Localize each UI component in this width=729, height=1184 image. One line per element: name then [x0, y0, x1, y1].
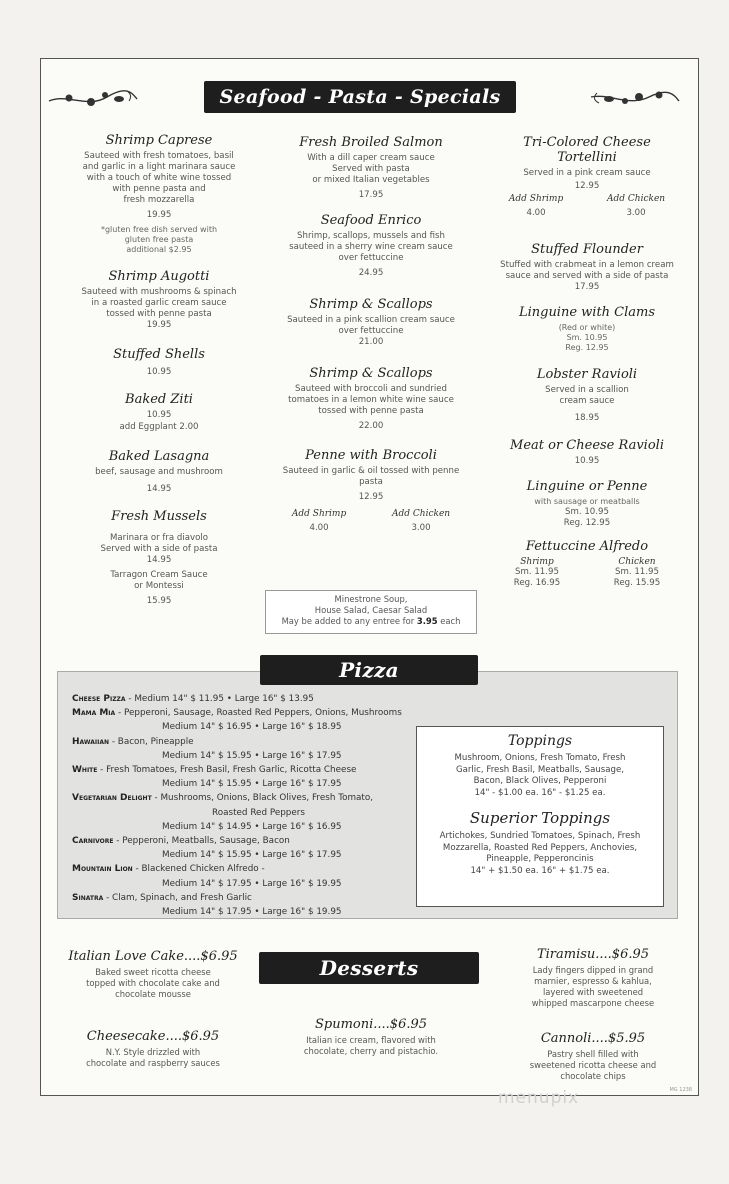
- menu-item: Lobster Ravioli Served in a scallion cream sauce 18.95: [536, 367, 638, 423]
- addon-options: Add Shrimp 4.00 Add Chicken 3.00: [291, 509, 451, 533]
- menu-item: Seafood Enrico Shrimp, scallops, mussels and fish sauteed in a sherry wine cream sauce over fettuccine 24.95: [289, 213, 453, 278]
- menu-item: Shrimp & Scallops Sauteed in a pink scallion cream sauce over fettuccine 21.00: [287, 297, 455, 347]
- dessert-italian-love-cake: Italian Love Cake....$6.95 Baked sweet ricotta cheese topped with chocolate cake and chocolate mousse: [68, 949, 238, 999]
- pizza-row: Vegetarian Delight - Mushrooms, Onions, Black Olives, Fresh Tomato,: [72, 793, 374, 804]
- vine-ornament-left: [47, 83, 139, 113]
- menu-item: Shrimp & Scallops Sauteed with broccoli and sundried tomatoes in a lemon white wine sauce tossed with penne pasta 22.00: [288, 366, 454, 431]
- menu-item: Meat or Cheese Ravioli 10.95: [510, 438, 664, 466]
- seafood-pasta-banner: Seafood - Pasta - Specials: [204, 81, 516, 113]
- vine-ornament-right: [589, 83, 681, 113]
- soup-salad-addon-box: Minestrone Soup, House Salad, Caesar Salad May be added to any entree for 3.95 each: [265, 590, 477, 634]
- pizza-section: [57, 671, 678, 919]
- desserts-banner: Desserts: [259, 952, 479, 984]
- pizza-banner: Pizza: [260, 655, 478, 685]
- menu-item: Stuffed Flounder Stuffed with crabmeat in a lemon cream sauce and served with a side of pasta 17.95: [500, 242, 674, 292]
- dessert-cheesecake: Cheesecake....$6.95 N.Y. Style drizzled with chocolate and raspberry sauces: [86, 1029, 220, 1068]
- left-column: [59, 133, 259, 617]
- menu-item: Penne with Broccoli Sauteed in garlic & oil tossed with penne pasta 12.95 Add Shrimp 4.00 Add Chicken 3.00: [269, 448, 473, 533]
- pizza-row: Mama Mia - Pepperoni, Sausage, Roasted Red Peppers, Onions, Mushrooms: [72, 708, 402, 719]
- pizza-list: Cheese Pizza - Medium 14" $ 11.95 • Large 16" $ 13.95 Mama Mia - Pepperoni, Sausage, Roasted Red Peppers, Onions, Mushrooms Medium 14" $ 16.95 • Large 16" $ 18.95 Hawaiian - Bacon, Pineapple Medium 14" $ 15.95 • Large 16" $ 17.95 White - Fresh Tomatoes, Fresh Basil, Fresh Garlic, Ricotta Cheese Medium 14" $ 15.95 • Large 16" $ 17.95 Vegetarian Delight - Mushrooms, Onions, Black Olives, Fresh Tomato, Roasted Red Peppers Medium 14" $ 14.95 • Large 16" $ 16.95 Carnivore - Pepperoni, Meatballs, Sausage, Bacon Medium 14" $ 15.95 • Large 16" $ 17.95 Mountain Lion - Blackened Chicken Alfredo - Medium 14" $ 17.95 • Large 16" $ 19.95 Sinatra - Clam, Spinach, and Fresh Garlic Medium 14" $ 17.95 • Large 16" $ 19.95: [72, 692, 452, 919]
- menu-item: Tri-Colored Cheese Tortellini Served in a pink cream sauce 12.95 Add Shrimp 4.00 Add Chicken 3.00: [487, 135, 687, 218]
- pizza-row: Hawaiian - Bacon, Pineapple: [72, 736, 194, 747]
- dessert-tiramisu: Tiramisu....$6.95 Lady fingers dipped in grand marnier, espresso & kahlua, layered with sweetened whipped mascarpone cheese: [531, 947, 655, 1008]
- menu-item: Baked Ziti 10.95 add Eggplant 2.00: [119, 392, 199, 432]
- pizza-row: Sinatra - Clam, Spinach, and Fresh Garlic: [72, 892, 252, 903]
- item-price: 19.95: [146, 210, 172, 220]
- dessert-cannoli: Cannoli....$5.95 Pastry shell filled with sweetened ricotta cheese and chocolate chips: [529, 1031, 657, 1081]
- pizza-row: Cheese Pizza - Medium 14" $ 11.95 • Large 16" $ 13.95: [72, 694, 314, 704]
- menu-item: Linguine or Penne with sausage or meatballs Sm. 10.95 Reg. 12.95: [526, 479, 648, 528]
- menu-item: Shrimp Caprese Sauteed with fresh tomatoes, basil and garlic in a light marinara sauce with a touch of white wine tossed with penne pasta and fresh mozzarella 19.95 *gluten free dish served with gluten free pasta additional $2.95: [59, 133, 259, 255]
- watermark: menupix: [498, 1088, 580, 1108]
- menu-item: Linguine with Clams (Red or white) Sm. 10.95 Reg. 12.95: [518, 305, 656, 352]
- pizza-row: Carnivore - Pepperoni, Meatballs, Sausage, Bacon: [72, 836, 290, 847]
- print-code: MG 1238: [669, 1087, 692, 1093]
- menu-item: Shrimp Augotti Sauteed with mushrooms & spinach in a roasted garlic cream sauce tossed with penne pasta 19.95: [81, 269, 237, 330]
- pizza-row: Mountain Lion - Blackened Chicken Alfredo -: [72, 864, 265, 875]
- right-column: [487, 135, 687, 599]
- menu-sheet: [40, 58, 699, 1096]
- menu-item: Fresh Broiled Salmon With a dill caper cream sauce Served with pasta or mixed Italian vegetables 17.95: [299, 135, 443, 200]
- addon-options: Shrimp Sm. 11.95 Reg. 16.95 Chicken Sm. 11.95 Reg. 15.95: [513, 557, 661, 588]
- addon-options: Add Shrimp 4.00 Add Chicken 3.00: [508, 194, 666, 218]
- middle-column: [269, 135, 473, 543]
- menu-item: Fresh Mussels Marinara or fra diavolo Served with a side of pasta 14.95 Tarragon Cream Sauce or Montessi 15.95: [100, 509, 218, 606]
- pizza-row: White - Fresh Tomatoes, Fresh Basil, Fresh Garlic, Ricotta Cheese: [72, 765, 357, 776]
- gluten-free-note: *gluten free dish served with gluten free pasta additional $2.95: [100, 225, 218, 254]
- menu-item: Fettuccine Alfredo Shrimp Sm. 11.95 Reg. 16.95 Chicken Sm. 11.95 Reg. 15.95: [487, 539, 687, 589]
- menu-item: Stuffed Shells 10.95: [113, 347, 205, 377]
- toppings-box: Toppings Mushroom, Onions, Fresh Tomato, Fresh Garlic, Fresh Basil, Meatballs, Sausage, Bacon, Black Olives, Pepperoni 14" - $1.00 ea. 16" - $1.25 ea. Superior Toppings Artichokes, Sundried Tomatoes, Spinach, Fresh Mozzarella, Roasted Red Peppers, Anchovies, Pineapple, Pepperoncinis 14" + $1.50 ea. 16" + $1.75 ea.: [416, 726, 664, 907]
- item-description: Sauteed with fresh tomatoes, basil and garlic in a light marinara sauce with a touch of white wine tossed with penne pasta and fresh mozzarella: [82, 151, 236, 205]
- dessert-spumoni: Spumoni....$6.95 Italian ice cream, flavored with chocolate, cherry and pistachio.: [303, 1017, 439, 1056]
- menu-item: Baked Lasagna beef, sausage and mushroom 14.95: [95, 449, 223, 494]
